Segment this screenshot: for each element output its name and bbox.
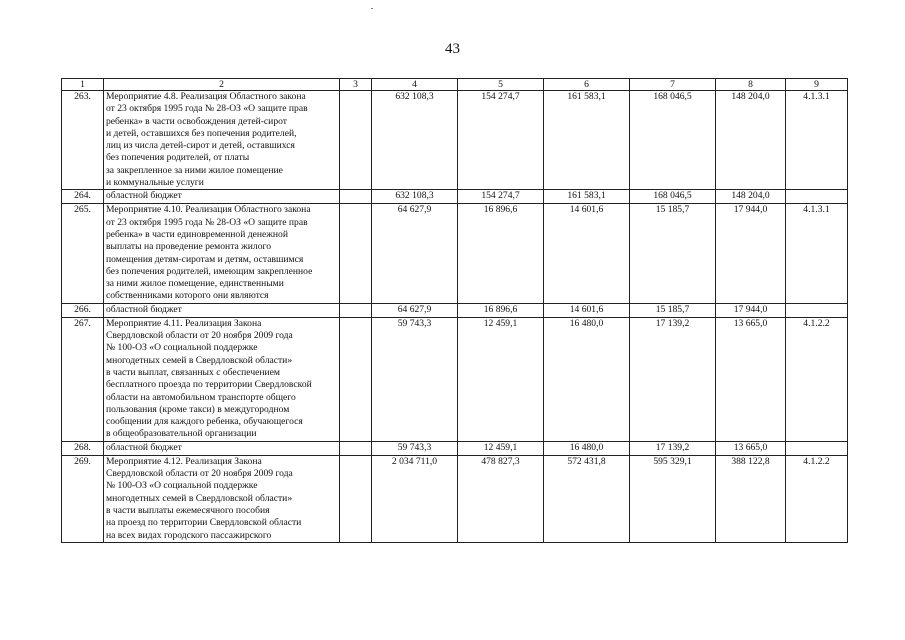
description-line: № 100-ОЗ «О социальной поддержке [106,342,258,354]
column-header: 8 [716,79,786,91]
amount-col4: 64 627,9 [372,204,458,303]
target-code: 4.1.3.1 [786,91,848,190]
cell-col3 [340,91,372,190]
description-line: помещения детям-сиротам и детям, оставшимся [106,253,304,265]
amount-col8: 388 122,8 [716,455,786,542]
column-number-row [62,79,848,91]
description-line: выплаты на проведение ремонта жилого [106,241,271,253]
row-number: 266. [62,303,104,317]
description-line: Мероприятие 4.11. Реализация Закона [106,317,262,329]
description-line: за закрепленное за ними жилое помещение [106,164,283,176]
target-code [786,441,848,455]
description-line: многодетных семей в Свердловской области» [106,492,293,504]
target-code [786,303,848,317]
description-line: от 23 октября 1995 года № 28-ОЗ «О защите прав [106,216,308,228]
description-line: Мероприятие 4.10. Реализация Областного закона [106,204,311,216]
amount-col8: 13 665,0 [716,317,786,441]
row-number: 267. [62,317,104,441]
amount-col7: 17 139,2 [630,317,716,441]
description-line: бесплатного проезда по территории Свердловской [106,379,312,391]
amount-col8: 148 204,0 [716,190,786,204]
description-line: на проезд по территории Свердловской области [106,517,302,529]
amount-col7: 168 046,5 [630,91,716,190]
cell-col3 [340,204,372,303]
amount-col5: 12 459,1 [458,317,544,441]
amount-col6: 161 583,1 [544,190,630,204]
column-header: 5 [458,79,544,91]
scan-speck [371,8,373,9]
description-line: областной бюджет [106,303,182,315]
measure-description [104,303,340,317]
amount-col5: 478 827,3 [458,455,544,542]
column-header: 3 [340,79,372,91]
amount-col5: 154 274,7 [458,190,544,204]
column-header: 4 [372,79,458,91]
measure-description [104,317,340,441]
amount-col7: 595 329,1 [630,455,716,542]
row-number: 265. [62,204,104,303]
amount-col7: 15 185,7 [630,303,716,317]
description-line: без попечения родителей, имеющим закрепленное [106,265,313,277]
amount-col4: 632 108,3 [372,91,458,190]
amount-col6: 14 601,6 [544,303,630,317]
description-line: на всех видах городского пассажирского [106,529,272,541]
description-line: ребенка» в части единовременной денежной [106,228,288,240]
description-line: и детей, оставшихся без попечения родителей, [106,127,297,139]
description-line: Свердловской области от 20 ноября 2009 года [106,468,293,480]
cell-col3 [340,441,372,455]
amount-col6: 14 601,6 [544,204,630,303]
amount-col4: 64 627,9 [372,303,458,317]
description-line: в части выплат, связанных с обеспечением [106,366,280,378]
table-row [62,303,848,317]
description-line: Мероприятие 4.12. Реализация Закона [106,455,262,467]
row-number: 264. [62,190,104,204]
description-line: и коммунальные услуги [106,177,204,189]
target-code: 4.1.3.1 [786,204,848,303]
description-line: Свердловской области от 20 ноября 2009 года [106,330,293,342]
amount-col6: 161 583,1 [544,91,630,190]
description-line: лиц из числа детей-сирот и детей, оставшихся [106,140,295,152]
amount-col8: 17 944,0 [716,204,786,303]
amount-col8: 17 944,0 [716,303,786,317]
amount-col5: 16 896,6 [458,303,544,317]
description-line: пользования (кроме такси) в междугородном [106,403,290,415]
amount-col6: 16 480,0 [544,317,630,441]
amount-col5: 12 459,1 [458,441,544,455]
measure-description [104,455,340,542]
amount-col6: 16 480,0 [544,441,630,455]
cell-col3 [340,303,372,317]
cell-col3 [340,317,372,441]
row-number: 269. [62,455,104,542]
description-line: в общеобразовательной организации [106,428,257,440]
description-line: областной бюджет [106,441,182,453]
description-line: областной бюджет [106,190,182,202]
page-number: 43 [445,41,460,57]
amount-col6: 572 431,8 [544,455,630,542]
description-line: в части выплаты ежемесячного пособия [106,504,270,516]
column-header: 2 [104,79,340,91]
description-line: № 100-ОЗ «О социальной поддержке [106,480,258,492]
amount-col7: 15 185,7 [630,204,716,303]
column-header: 7 [630,79,716,91]
amount-col4: 59 743,3 [372,317,458,441]
amount-col5: 16 896,6 [458,204,544,303]
amount-col8: 148 204,0 [716,91,786,190]
target-code: 4.1.2.2 [786,455,848,542]
cell-col3 [340,455,372,542]
cell-col3 [340,190,372,204]
description-line: за ними жилое помещение, единственными [106,278,284,290]
amount-col4: 2 034 711,0 [372,455,458,542]
measure-description [104,441,340,455]
description-line: без попечения родителей, от платы [106,152,250,164]
row-number: 268. [62,441,104,455]
table-row [62,455,848,542]
table-row [62,204,848,303]
amount-col7: 168 046,5 [630,190,716,204]
amount-col4: 59 743,3 [372,441,458,455]
description-line: Мероприятие 4.8. Реализация Областного закона [106,91,306,102]
description-line: сообщении для каждого ребенка, обучающегося [106,416,303,428]
measure-description [104,91,340,190]
column-header: 9 [786,79,848,91]
row-number: 263. [62,91,104,190]
measure-description [104,190,340,204]
description-line: области на автомобильном транспорте общего [106,391,296,403]
description-line: многодетных семей в Свердловской области» [106,354,293,366]
amount-col5: 154 274,7 [458,91,544,190]
amount-col7: 17 139,2 [630,441,716,455]
table-row [62,91,848,190]
column-header: 6 [544,79,630,91]
amount-col8: 13 665,0 [716,441,786,455]
table-row [62,441,848,455]
column-header: 1 [62,79,104,91]
description-line: от 23 октября 1995 года № 28-ОЗ «О защите прав [106,103,308,115]
description-line: ребенка» в части освобождения детей-сирот [106,115,287,127]
target-code: 4.1.2.2 [786,317,848,441]
table-row [62,317,848,441]
description-line: собственниками которого они являются [106,290,269,302]
amount-col4: 632 108,3 [372,190,458,204]
table-row [62,190,848,204]
program-measures-table [61,78,848,543]
measure-description [104,204,340,303]
target-code [786,190,848,204]
